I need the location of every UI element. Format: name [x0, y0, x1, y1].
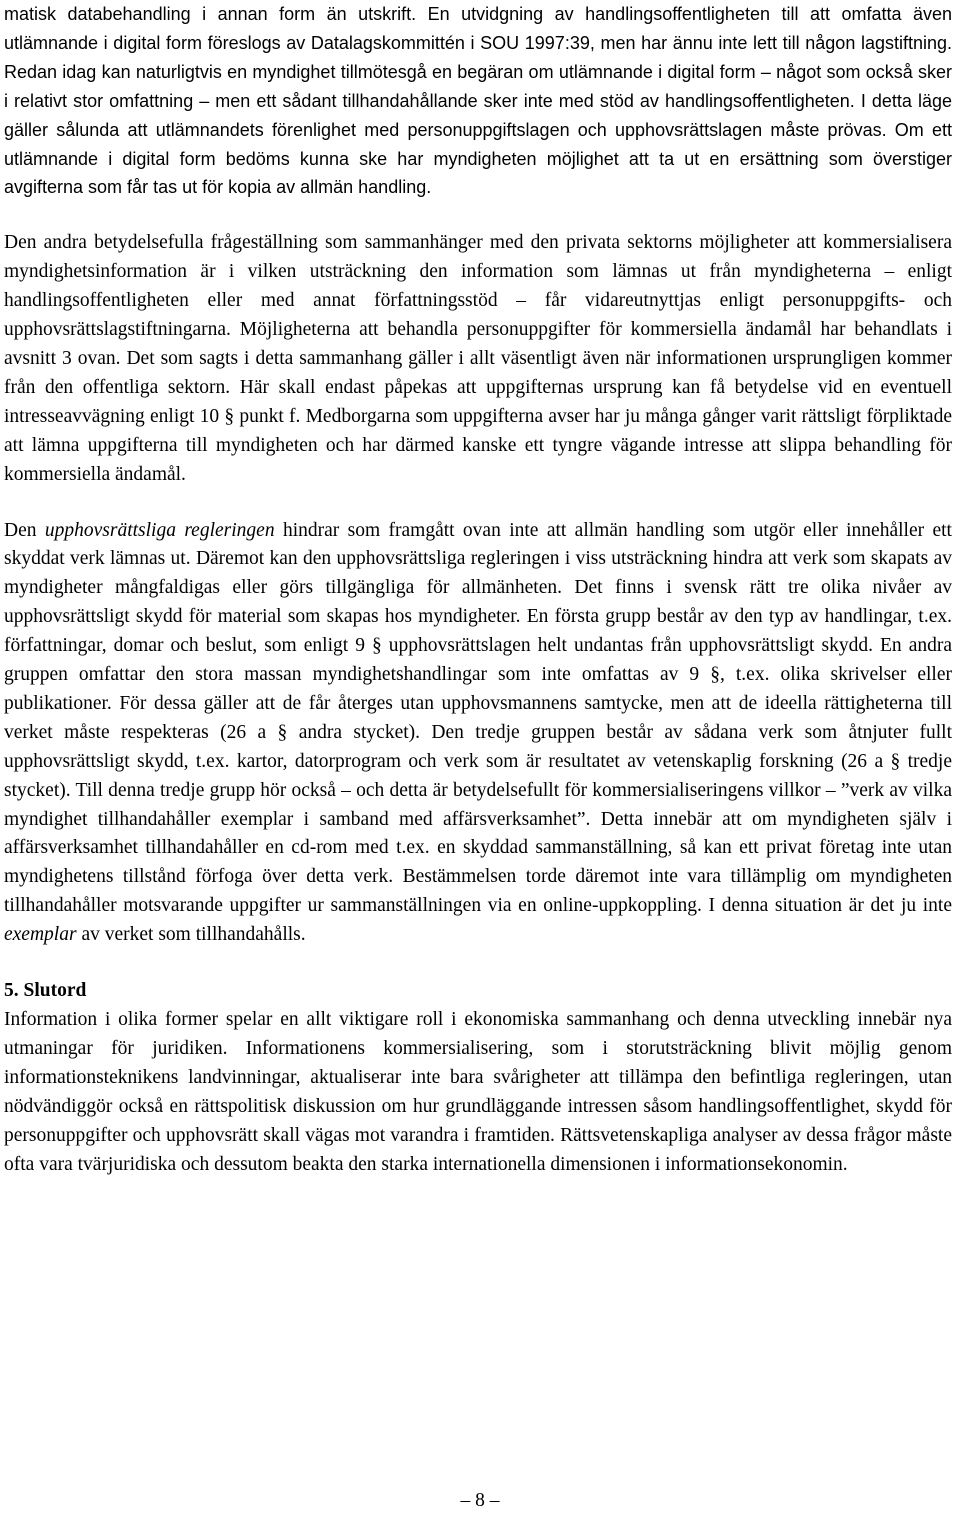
document-page: [4, 0, 952, 1179]
emphasis-term: exemplar: [4, 924, 77, 946]
section-heading: 5. Slutord: [4, 980, 87, 1002]
paragraph-conclusion: Information i olika former spelar en allt viktigare roll i ekonomiska sammanhang och denna utveckling innebär nya utmaningar för juridiken. Informationens kommersialisering, som i storutsträckning blivit möjlig genom informationsteknikens landvinningar, aktualiserar inte bara svårigheter att tillämpa den befintliga regleringen, utan nödvändiggör också en rättspolitisk diskussion om hur grundläggande intressen såsom handlingsoffentlighet, skydd för personuppgifter och upphovsrätt skall vägas mot varandra i framtiden. Rättsvetenskapliga analyser av dessa frågor måste ofta vara tvärjuridiska och dessutom beakta den starka internationella dimensionen i informationsekonomin.: [4, 1009, 952, 1175]
paragraph-text: hindrar som framgått ovan inte att allmän handling som utgör eller innehåller ett skyddat verk lämnas ut. Däremot kan den upphovsrättsliga regleringen i viss utsträckning hindra att verk som skapats av myndigheter mångfaldigas eller görs tillgängliga för allmänheten. Det finns i svensk rätt tre olika nivåer av upphovsrättsligt skydd för material som skapas hos myndigheter. En första grupp består av den typ av handlingar, t.ex. författningar, domar och beslut, som enligt 9 § upphovsrättslagen helt undantas från upphovsrättsligt skydd. En andra gruppen omfattar den stora massan myndighetshandlingar som inte omfattas av 9 §, t.ex. olika skrivelser eller publikationer. För dessa gäller att de får återges utan upphovsmannens samtycke, men att de ideella rättigheterna till verket måste respekteras (26 a § andra stycket). Den tredje gruppen består av sådana verk som åtnjuter fullt upphovsrättsligt skydd, t.ex. kartor, datorprogram och verk som är resultatet av vetenskaplig forskning (26 a § tredje stycket). Till denna tredje grupp hör också – och detta är betydelsefullt för kommersialiseringens villkor – ”verk av vilka myndighet tillhandahåller exemplar i samband med affärsverksamhet”. Detta innebär att om myndigheten själv i affärsverksamhet tillhandahåller en cd-rom med t.ex. en skyddad sammanställning, så kan ett privat företag inte utan myndighetens tillstånd förfoga över detta verk. Bestämmelsen torde däremot inte vara tillämplig om myndigheten tillhandahåller motsvarande uppgifter ur sammanställningen via en online-uppkoppling. I denna situation är det ju inte: [4, 519, 952, 917]
paragraph-gap: [4, 950, 952, 977]
paragraph-gap: [4, 490, 952, 517]
emphasis-term: upphovsrättsliga regleringen: [44, 519, 275, 541]
paragraph-commercial-reuse: Den andra betydelsefulla frågeställning som sammanhänger med den privata sektorns möjligheter att kommersialisera myndighetsinformation är i vilken utsträckning den information som lämnas ut från myndigheterna – enligt handlingsoffentligheten eller med annat författningsstöd – får vidareutnyttjas enligt personuppgifts- och upphovsrättslagstiftningarna. Möjligheterna att behandla personuppgifter för kommersiella ändamål har behandlats i avsnitt 3 ovan. Det som sagts i detta sammanhang gäller i allt väsentligt även när informationen ursprungligen kommer från den offentliga sektorn. Här skall endast påpekas att uppgifternas ursprung kan få betydelse vid en eventuell intresseavvägning enligt 10 § punkt f. Medborgarna som uppgifterna avser har ju många gånger varit rättsligt förpliktade att lämna uppgifterna till myndigheten och har därmed kanske ett tyngre vägande intresse att slippa behandling för kommersiella ändamål.: [4, 232, 952, 485]
paragraph-copyright-regulation: [4, 517, 952, 951]
paragraph-digital-disclosure: matisk databehandling i annan form än utskrift. En utvidgning av handlingsoffentligheten till att omfatta även utlämnande i digital form föreslogs av Datalagskommittén i SOU 1997:39, men har ännu inte lett till någon lagstiftning. Redan idag kan naturligtvis en myndighet tillmötesgå en begäran om utlämnande i digital form – något som också sker i relativt stor omfattning – men ett sådant tillhandahållande sker inte med stöd av handlingsoffentligheten. I detta läge gäller sålunda att utlämnandets förenlighet med personuppgiftslagen och upphovsrättslagen måste prövas. Om ett utlämnande i digital form bedöms kunna ske har myndigheten möjlighet att ta ut en ersättning som överstiger avgifterna som får tas ut för kopia av allmän handling.: [4, 4, 952, 198]
paragraph-text: Den: [4, 519, 45, 541]
page-number: – 8 –: [460, 1490, 500, 1511]
paragraph-gap: [4, 202, 952, 229]
paragraph-text: av verket som tillhandahålls.: [76, 924, 306, 946]
